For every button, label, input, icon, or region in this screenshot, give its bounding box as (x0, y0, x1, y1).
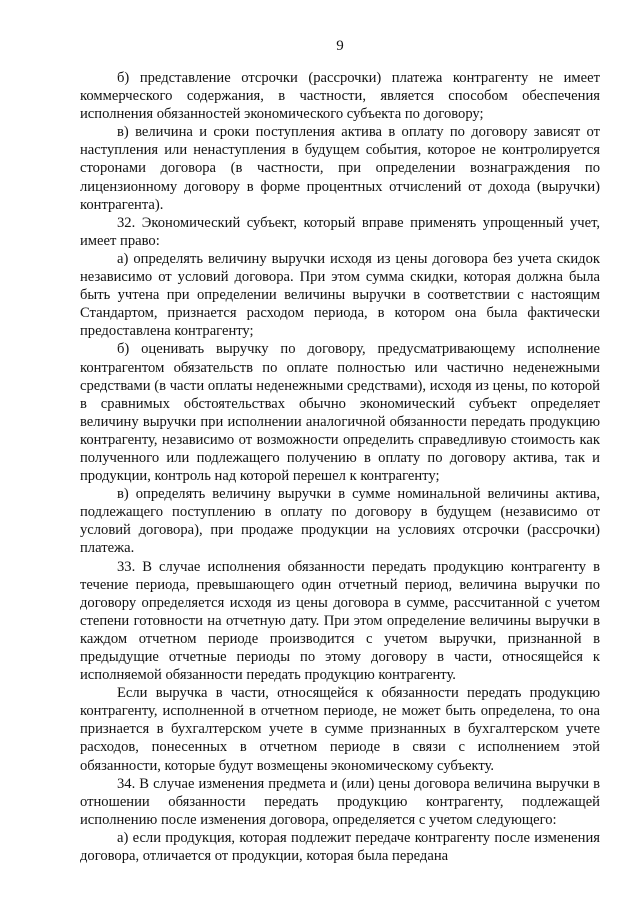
paragraph: б) оценивать выручку по договору, предусматривающему исполнение контрагентом обязательств по оплате полностью или частично неденежными средствами (в части оплаты неденежными средствами), исходя из цены, по которой в сравнимых обстоятельствах обычно экономический субъект определяет величину выручки при исполнении аналогичной обязанности передать продукцию контрагенту, независимо от возможности определить справедливую стоимость как полученного или подлежащего получению в оплату по договору актива, так и продукции, контроль над которой перешел к контрагенту; (80, 341, 600, 485)
paragraph: 34. В случае изменения предмета и (или) цены договора величина выручки в отношении обязанности передать продукцию контрагенту, подлежащей исполнению после изменения договора, определяется с учетом следующего: (80, 775, 600, 828)
document-body (80, 69, 600, 865)
paragraph: 32. Экономический субъект, который вправе применять упрощенный учет, имеет право: (80, 214, 600, 249)
paragraph: Если выручка в части, относящейся к обязанности передать продукцию контрагенту, исполненной в отчетном периоде, не может быть определена, то она признается в бухгалтерском учете в сумме признанных в бухгалтерском учете расходов, понесенных в отчетном периоде в связи с исполнением этой обязанности, которые будут возмещены экономическому субъекту. (80, 685, 600, 774)
paragraph: б) представление отсрочки (рассрочки) платежа контрагенту не имеет коммерческого содержания, в частности, является способом обеспечения исполнения обязанностей экономического субъекта по договору; (80, 70, 600, 123)
paragraph: в) определять величину выручки в сумме номинальной величины актива, подлежащего поступлению в оплату по договору в будущем (независимо от условий договора), при продаже продукции на условиях отсрочки (рассрочки) платежа. (80, 486, 600, 557)
paragraph: в) величина и сроки поступления актива в оплату по договору зависят от наступления или ненаступления в будущем события, которое не контролируется сторонами договора (в частности, при определении вознаграждения по лицензионному договору в форме процентных отчислений от дохода (выручки) контрагента). (80, 124, 600, 213)
paragraph: а) определять величину выручки исходя из цены договора без учета скидок независимо от условий договора. При этом сумма скидки, которая должна была быть учтена при определении величины выручки в соответствии с настоящим Стандартом, признается расходом периода, в котором она была фактически предоставлена контрагенту; (80, 250, 600, 340)
page-number: 9 (336, 38, 344, 54)
paragraph: 33. В случае исполнения обязанности передать продукцию контрагенту в течение периода, превышающего один отчетный период, величина выручки по договору определяется исходя из цены договора в сумме, рассчитанной с учетом степени готовности на отчетную дату. При этом определение величины выручки в каждом отчетном периоде производится с учетом выручки, признанной в предыдущие отчетные периоды по этому договору в части, относящейся к исполняемой обязанности передать продукцию контрагенту. (80, 558, 600, 684)
paragraph: а) если продукция, которая подлежит передаче контрагенту после изменения договора, отличается от продукции, которая была передана (80, 829, 600, 865)
